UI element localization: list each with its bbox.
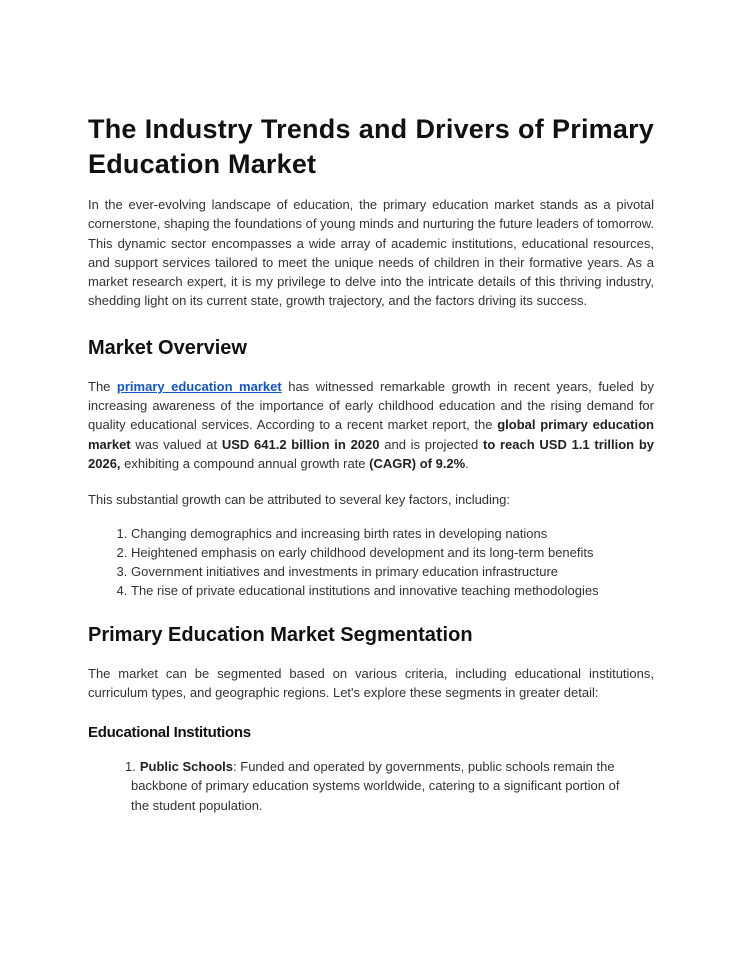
- growth-intro-paragraph: This substantial growth can be attributed to several key factors, including:: [88, 492, 510, 508]
- text-run: has witnessed remarkable growth in recent years, fueled by increasing awareness of the importance of early childhood education and the rising demand for quality educational services. According to a recent market report, the: [88, 378, 654, 433]
- intro-paragraph: In the ever-evolving landscape of education, the primary education market stands as a pivotal cornerstone, shaping the foundations of young minds and nurturing the future leaders of tomorrow. This dynamic sector encompasses a wide array of academic institutions, educational resources, and support services tailored to meet the unique needs of children in their formative years. As a market research expert, it is my privilege to delve into the intricate details of this thriving industry, shedding light on its current state, growth trajectory, and the factors driving its success.: [88, 197, 654, 309]
- list-item: 2. Heightened emphasis on early childhood development and its long-term benefits: [131, 543, 654, 562]
- market-overview-heading: Market Overview: [88, 336, 247, 359]
- list-number: 1.: [125, 759, 136, 775]
- list-item: 3. Government initiatives and investments in primary education infrastructure: [131, 562, 654, 581]
- text-run: .: [465, 455, 469, 471]
- segmentation-heading: Primary Education Market Segmentation: [88, 623, 473, 646]
- institutions-list: [88, 757, 639, 815]
- text-run: was valued at: [130, 436, 222, 452]
- list-item-text: : Funded and operated by governments, public schools remain the backbone of primary education systems worldwide, catering to a significant portion of the student population.: [131, 759, 620, 813]
- list-item: 4. The rise of private educational institutions and innovative teaching methodologies: [131, 581, 654, 600]
- bold-run: USD 641.2 billion in 2020: [221, 436, 380, 452]
- text-run: and is projected: [379, 436, 483, 452]
- bold-run: global primary education market: [88, 417, 654, 452]
- page-title: The Industry Trends and Drivers of Primary Education Market: [88, 114, 654, 179]
- text-run: The: [88, 378, 117, 394]
- text-run: exhibiting a compound annual growth rate: [120, 455, 370, 471]
- document-page: [88, 112, 654, 815]
- bold-run: (CAGR) of 9.2%: [369, 455, 466, 471]
- list-item: [125, 757, 639, 815]
- educational-institutions-heading: Educational Institutions: [88, 724, 251, 742]
- list-item-label: Public Schools: [139, 759, 234, 775]
- segmentation-paragraph: The market can be segmented based on various criteria, including educational institutions, curriculum types, and geographic regions. Let's explore these segments in greater detail:: [88, 665, 654, 700]
- bold-run: to reach USD 1.1 trillion by 2026,: [88, 436, 655, 471]
- list-item: 1. Changing demographics and increasing birth rates in developing nations: [131, 524, 654, 543]
- primary-education-market-link[interactable]: primary education market: [116, 378, 282, 394]
- market-overview-paragraph: [88, 377, 654, 473]
- growth-factors-list: [88, 524, 654, 600]
